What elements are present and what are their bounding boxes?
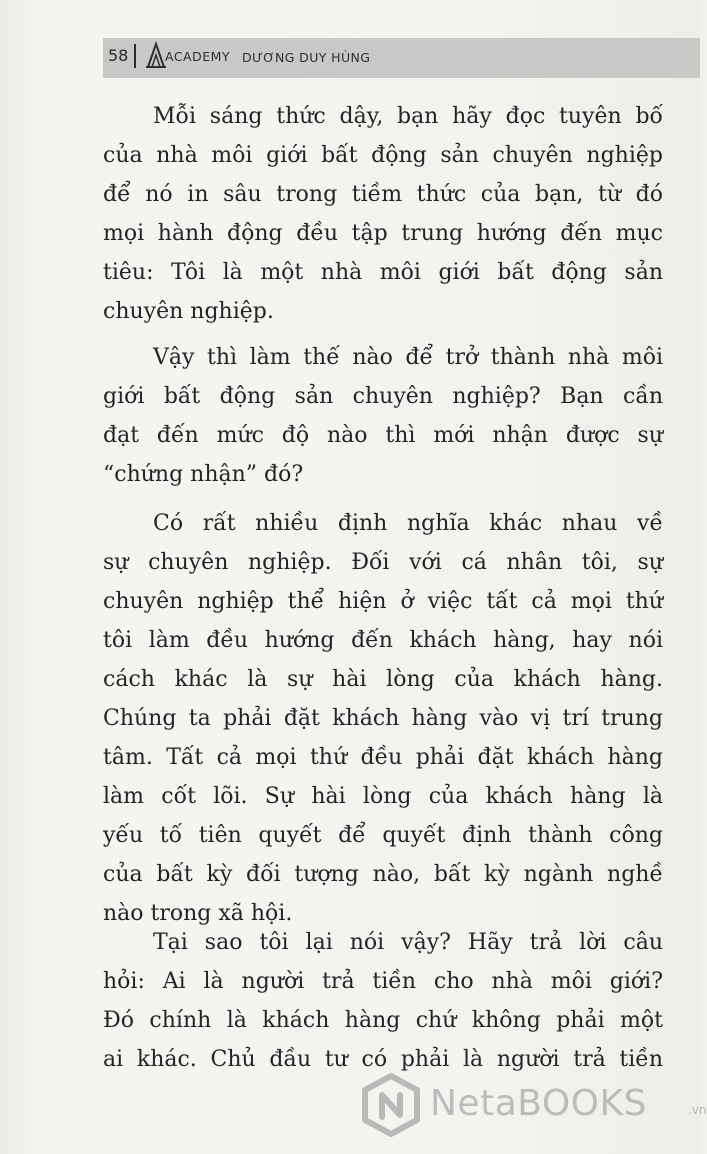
- text-line: yếu tố tiên quyết để quyết định thành công: [103, 823, 663, 848]
- text-line: Có rất nhiều định nghĩa khác nhau về: [153, 511, 663, 536]
- text-line: Đó chính là khách hàng chứ không phải một: [103, 1008, 663, 1033]
- text-line: để nó in sâu trong tiềm thức của bạn, từ đó: [103, 182, 663, 207]
- text-line: của bất kỳ đối tượng nào, bất kỳ ngành nghề: [103, 862, 663, 887]
- watermark-text: NetaBOOKS: [430, 1083, 647, 1124]
- watermark: [360, 1071, 707, 1143]
- netabooks-logo-icon: [360, 1073, 422, 1137]
- text-line: chuyên nghiệp thể hiện ở việc tất cả mọi thứ: [103, 589, 663, 614]
- watermark-suffix: .vn: [688, 1103, 707, 1117]
- text-line: tâm. Tất cả mọi thứ đều phải đặt khách hàng: [103, 745, 663, 770]
- text-line: ai khác. Chủ đầu tư có phải là người trả tiền: [103, 1047, 663, 1072]
- author-name: DƯƠNG DUY HÙNG: [242, 50, 371, 65]
- page-number: 58: [108, 46, 129, 65]
- text-line: mọi hành động đều tập trung hướng đến mục: [103, 221, 663, 246]
- header-divider: [134, 44, 136, 68]
- paragraph: [103, 338, 663, 494]
- text-line: tiêu: Tôi là một nhà môi giới bất động sản: [103, 260, 663, 285]
- text-line: của nhà môi giới bất động sản chuyên nghiệp: [103, 143, 663, 168]
- paragraph: [103, 97, 663, 331]
- text-line: nào trong xã hội.: [103, 901, 293, 926]
- text-line: làm cốt lõi. Sự hài lòng của khách hàng là: [103, 784, 663, 809]
- paragraph: [103, 923, 663, 1079]
- text-line: Tại sao tôi lại nói vậy? Hãy trả lời câu: [153, 930, 663, 955]
- text-line: Mỗi sáng thức dậy, bạn hãy đọc tuyên bố: [153, 104, 663, 129]
- text-line: “chứng nhận” đó?: [103, 462, 304, 487]
- academy-logo-text: ACADEMY: [165, 49, 231, 64]
- text-line: sự chuyên nghiệp. Đối với cá nhân tôi, sự: [103, 550, 663, 575]
- text-line: đạt đến mức độ nào thì mới nhận được sự: [103, 423, 663, 448]
- text-line: chuyên nghiệp.: [103, 299, 274, 324]
- paragraph: [103, 504, 663, 933]
- text-line: Chúng ta phải đặt khách hàng vào vị trí trung: [103, 706, 663, 731]
- text-line: hỏi: Ai là người trả tiền cho nhà môi giới?: [103, 969, 663, 994]
- text-line: cách khác là sự hài lòng của khách hàng.: [103, 667, 663, 692]
- text-line: Vậy thì làm thế nào để trở thành nhà môi: [153, 345, 663, 370]
- text-line: giới bất động sản chuyên nghiệp? Bạn cần: [103, 384, 663, 409]
- text-line: tôi làm đều hướng đến khách hàng, hay nói: [103, 628, 663, 653]
